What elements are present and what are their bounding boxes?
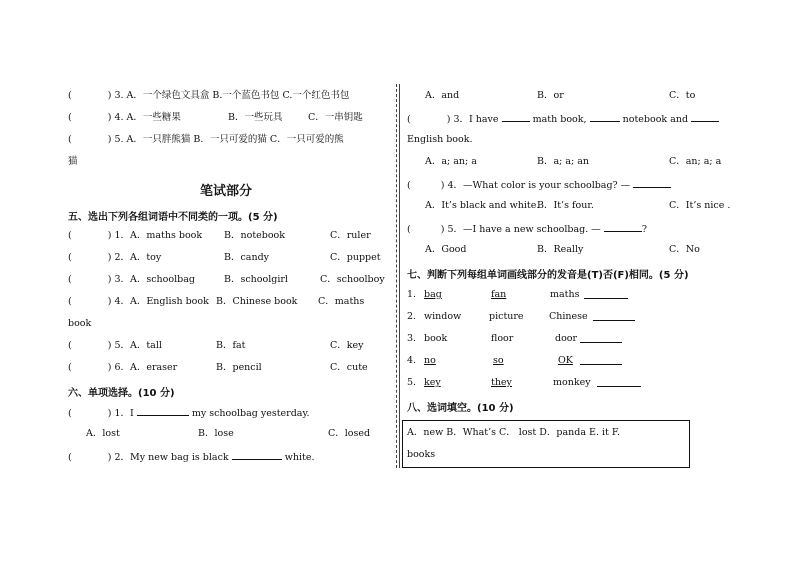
answer-blank[interactable] xyxy=(502,112,530,122)
listening-q5: ( ) 5. A．一只胖熊猫 B．一只可爱的猫 C．一只可爱的熊 xyxy=(68,134,344,145)
listening-q4: ( ) 4. A．一些糖果 B．一些玩具 C．一串钥匙 xyxy=(68,112,363,123)
sec6-q2-options: A．and B．or C．to xyxy=(425,90,696,101)
column-divider-line xyxy=(399,84,400,468)
answer-blank[interactable] xyxy=(580,333,622,343)
sec6-q5-options: A．Good B．Really C．No xyxy=(425,244,700,255)
sec7-row-5: 5. key they monkey xyxy=(407,377,416,389)
column-divider xyxy=(396,84,397,468)
answer-blank[interactable] xyxy=(604,222,642,232)
sec6-q1-options: A．lost B．lose C．losed xyxy=(86,428,371,439)
word-bank-line-2: books xyxy=(407,449,436,460)
answer-blank[interactable] xyxy=(232,450,282,460)
sec6-q5: ( ) 5．—I have a new schoolbag. — ? xyxy=(407,224,647,235)
sec6-q3-options: A．a; an; a B．a; a; an C．an; a; a xyxy=(425,156,722,167)
sec6-q4: ( ) 4．—What color is your schoolbag? — xyxy=(407,178,671,192)
sec5-q1: ( ) 1．A．maths book B．notebook C．ruler xyxy=(68,230,371,241)
sec5-q5: ( ) 5．A．tall B．fat C．key xyxy=(68,340,364,351)
sec6-q3-continued: English book. xyxy=(407,134,473,145)
answer-blank[interactable] xyxy=(593,311,635,321)
answer-blank[interactable] xyxy=(597,377,641,387)
sec5-q3: ( ) 3．A．schoolbag B．schoolgirl C．schoolboy xyxy=(68,274,385,285)
word-bank-line-1: A．new B．What’s C． lost D．panda E. it F. xyxy=(407,427,620,438)
answer-blank[interactable] xyxy=(633,178,671,188)
sec5-q2: ( ) 2．A．toy B．candy C．puppet xyxy=(68,252,381,263)
listening-q5-continued: 猫 xyxy=(68,156,78,167)
section-6-title: 六、单项选择。(10 分) xyxy=(68,388,175,399)
answer-blank[interactable] xyxy=(137,406,189,416)
answer-blank[interactable] xyxy=(584,289,628,299)
sec5-q6: ( ) 6．A．eraser B．pencil C．cute xyxy=(68,362,368,373)
sec5-q4: ( ) 4．A．English book B．Chinese book C．maths xyxy=(68,296,365,307)
sec7-row-4: 4. no so OK xyxy=(407,355,416,367)
answer-blank[interactable] xyxy=(691,112,719,122)
sec5-q4-continued: book xyxy=(68,318,92,329)
answer-blank[interactable] xyxy=(580,355,622,365)
answer-blank[interactable] xyxy=(590,112,620,122)
sec7-row-1: 1. bag fan maths xyxy=(407,289,416,301)
sec6-q4-options: A．It’s black and white. B．It’s four. C．It’s nice . xyxy=(425,200,731,211)
section-8-title: 八、选词填空。(10 分) xyxy=(407,403,514,414)
word-bank-box xyxy=(402,420,690,468)
listening-q3: ( ) 3. A．一个绿色文具盒 B.一个蓝色书包 C.一个红色书包 xyxy=(68,90,350,101)
sec7-row-3: 3. book floor door xyxy=(407,333,416,345)
section-7-title: 七、判断下列每组单词画线部分的发音是(T)否(F)相同。(5 分) xyxy=(407,270,689,281)
section-5-title: 五、选出下列各组词语中不同类的一项。(5 分) xyxy=(68,212,278,223)
sec7-row-2: 2. window picture Chinese xyxy=(407,311,416,323)
sec6-q1: ( ) 1．I my schoolbag yesterday. xyxy=(68,408,310,419)
sec6-q2: ( ) 2．My new bag is black white. xyxy=(68,452,315,463)
sec6-q3: ( ) 3．I have math book, notebook and xyxy=(407,112,719,126)
written-section-title: 笔试部分 xyxy=(200,184,253,199)
